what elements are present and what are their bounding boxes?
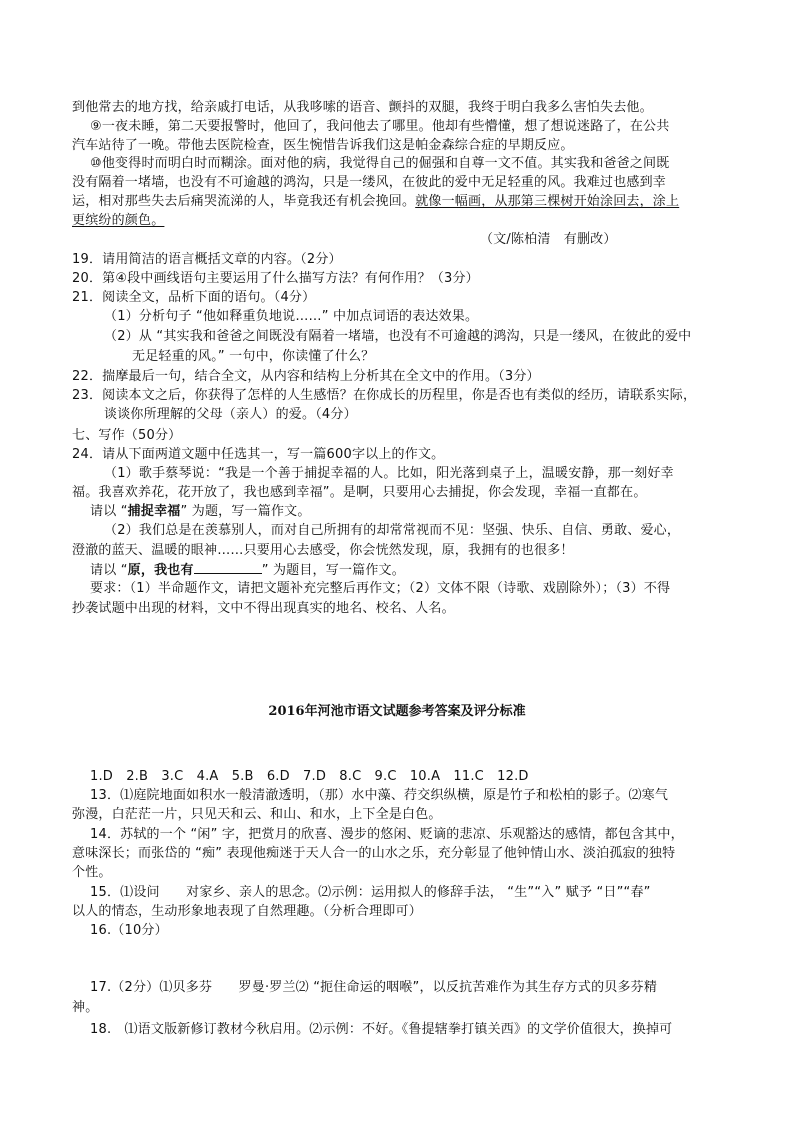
question-23: 23．阅读本文之后，你获得了怎样的人生感悟？在你成长的历程里，你是否也有类似的经历，请联系实际， xyxy=(72,388,697,403)
passage-paragraph-10: ⑩他变得时而明白时而糊涂。面对他的病，我觉得自己的倔强和自尊一文不值。其实我和爸爸之间既 xyxy=(90,156,670,171)
question-22: 22．揣摩最后一句，结合全文，从内容和结构上分析其在全文中的作用。（3分） xyxy=(72,369,540,384)
writing-prompt-2: （2）我们总是在羡慕别人，而对自己所拥有的却常常视而不见：坚强、快乐、自信、勇敢、爱心， xyxy=(104,523,681,538)
answer-14-cont: 意味深长；而张岱的 “痴” 表现他痴迷于天人合一的山水之乐，充分彰显了他钟情山水、淡泊孤寂的独特 xyxy=(72,846,676,861)
section-writing-heading: 七、写作（50分） xyxy=(72,428,182,443)
answer-15-cont: 以人的情态，生动形象地表现了自然理趣。（分析合理即可） xyxy=(72,904,422,919)
prompt-text: 请以 “ xyxy=(90,563,128,578)
answer-13-cont: 弥漫，白茫茫一片，只见天和云、和山、和水，上下全是白色。 xyxy=(72,807,442,822)
answer-14: 14．苏轼的一个 “闲” 字，把赏月的欣喜、漫步的悠闲、贬谪的悲凉、乐观豁达的感情，都包含其中， xyxy=(90,827,684,842)
fill-in-blank xyxy=(194,561,262,574)
question-21-part-1: （1）分析句子 “他如释重负地说……” 中加点词语的表达效果。 xyxy=(104,309,479,324)
answer-17-cont: 神。 xyxy=(72,1000,99,1015)
question-19: 19．请用简洁的语言概括文章的内容。（2分） xyxy=(72,252,342,267)
passage-line xyxy=(72,193,732,211)
answer-14-cont: 个性。 xyxy=(72,865,112,880)
answer-key-title: 2016年河池市语文试题参考答案及评分标准 xyxy=(268,704,526,719)
question-24: 24．请从下面两道文题中任选其一，写一篇600字以上的作文。 xyxy=(72,447,445,462)
answer-multiple-choice: 1.D 2.B 3.C 4.A 5.B 6.D 7.D 8.C 9.C 10.A 11.C 12.D xyxy=(90,769,529,784)
writing-prompt-1-title xyxy=(90,503,732,521)
writing-requirements-cont: 抄袭试题中出现的材料，文中不得出现真实的地名、校名、人名。 xyxy=(72,601,455,616)
source-attribution: （文/陈柏清 有删改） xyxy=(480,232,617,247)
answer-17: 17.（2分）⑴贝多芬 罗曼·罗兰⑵ “扼住命运的咽喉”，以反抗苦难作为其生存方式的贝多芬精 xyxy=(90,980,658,995)
writing-requirements: 要求：（1）半命题作文，请把文题补充完整后再作文；（2）文体不限（诗歌、戏剧除外）；（3）不得 xyxy=(90,581,671,596)
writing-prompt-1-cont: 福。我喜欢养花，花开放了，我也感到幸福”。是啊，只要用心去捕捉，你会发现，幸福一直都在。 xyxy=(72,485,647,500)
question-21-part-2-cont: 无足轻重的风。” 一句中，你读懂了什么？ xyxy=(132,349,375,364)
answer-13: 13．⑴庭院地面如积水一般清澈透明，（那）水中藻、荇交织纵横，原是竹子和松柏的影子。⑵寒气 xyxy=(90,788,669,803)
essay-title-bold: 原，我也有 xyxy=(127,563,194,578)
question-23-cont: 谈谈你所理解的父母（亲人）的爱。（4分） xyxy=(104,407,357,422)
passage-line xyxy=(72,212,732,230)
question-20: 20．第④段中画线语句主要运用了什么描写方法？有何作用？（3分） xyxy=(72,271,479,286)
answer-18: 18. ⑴语文版新修订教材今秋启用。⑵示例：不好。《鲁提辖拳打镇关西》的文学价值很大，换掉可 xyxy=(90,1022,673,1037)
writing-prompt-2-title xyxy=(90,561,732,580)
writing-prompt-1: （1）歌手蔡琴说：“我是一个善于捕捉幸福的人。比如，阳光落到桌子上，温暖安静，那一刻好幸 xyxy=(104,466,674,481)
answer-16: 16.（10分） xyxy=(90,923,168,938)
underlined-sentence: 就像一幅画，从那第三棵树开始涂回去，涂上 xyxy=(415,194,680,209)
prompt-text: 请以 “ xyxy=(90,504,128,519)
passage-line: 到他常去的地方找，给亲戚打电话，从我哆嗦的语音、颤抖的双腿，我终于明白我多么害怕失去他。 xyxy=(72,100,653,115)
passage-line: 汽车站待了一晚。带他去医院检查，医生惋惜告诉我们这是帕金森综合症的早期反应。 xyxy=(72,138,574,153)
passage-text: 运，相对那些失去后痛哭流涕的人，毕竟我还有机会挽回。 xyxy=(72,194,416,209)
passage-line: 没有隔着一堵墙，也没有不可逾越的鸿沟，只是一缕风，在彼此的爱中无足轻重的风。我难过也感到幸 xyxy=(72,175,667,190)
passage-paragraph-9: ⑨一夜未睡，第二天要报警时，他回了，我问他去了哪里。他却有些懵懂，想了想说迷路了，在公共 xyxy=(90,119,670,134)
writing-prompt-2-cont: 澄澈的蓝天、温暖的眼神……只要用心去感受，你会恍然发现，原，我拥有的也很多！ xyxy=(72,543,574,558)
underlined-sentence: 更缤纷的颜色。 xyxy=(72,213,165,228)
question-21-part-2: （2）从 “其实我和爸爸之间既没有隔着一堵墙，也没有不可逾越的鸿沟，只是一缕风，在彼此的爱中 xyxy=(104,329,692,344)
prompt-text: ” 为题，写一篇作文。 xyxy=(180,504,311,519)
question-21: 21．阅读全文，品析下面的语句。（4分） xyxy=(72,290,316,305)
answer-15: 15．⑴设问 对家乡、亲人的思念。⑵示例：运用拟人的修辞手法， “生”“入” 赋予 “日”“春” xyxy=(90,885,651,900)
prompt-text: ” 为题目，写一篇作文。 xyxy=(261,563,405,578)
essay-title-bold: 捕捉幸福 xyxy=(127,504,181,519)
